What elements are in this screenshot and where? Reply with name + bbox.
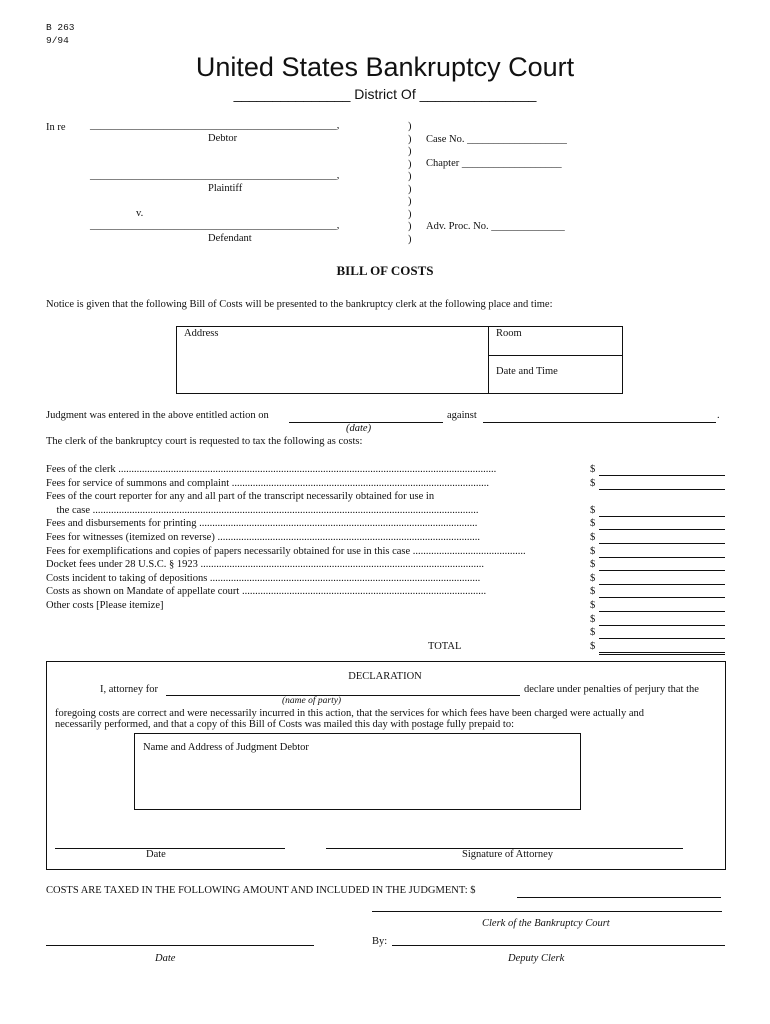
total-dollar: $ xyxy=(590,641,596,652)
defendant-line[interactable]: _______________________________________________, xyxy=(90,220,340,231)
bill-of-costs-title: BILL OF COSTS xyxy=(336,263,434,278)
declare-text: declare under penalties of perjury that the xyxy=(524,684,699,695)
fee-dollar-sign: $ xyxy=(590,572,596,584)
judgment-debtor-label: Name and Address of Judgment Debtor xyxy=(143,742,309,753)
footer-date-field[interactable] xyxy=(46,945,314,946)
declaration-date-label: Date xyxy=(146,849,166,860)
fee-row xyxy=(46,614,726,627)
tax-request-text: The clerk of the bankruptcy court is requested to tax the following as costs: xyxy=(46,436,363,447)
fee-label: Fees for service of summons and complaint .................................................................................................. xyxy=(46,477,489,489)
fee-label: the case ................................................................................................................................................... xyxy=(46,504,479,516)
fee-label: Costs incident to taking of depositions ....................................................................................................... xyxy=(46,572,481,584)
declaration-date-field[interactable] xyxy=(55,848,285,849)
fee-label: Fees of the court reporter for any and all part of the transcript necessarily obtained for use in xyxy=(46,491,435,503)
fee-dollar-sign: $ xyxy=(590,518,596,530)
notice-text: Notice is given that the following Bill of Costs will be presented to the bankruptcy clerk at the following place and time: xyxy=(46,299,553,310)
fee-row xyxy=(46,586,726,599)
debtor-line[interactable]: _______________________________________________, xyxy=(90,120,340,131)
place-box xyxy=(176,326,623,394)
district-label: District Of xyxy=(354,86,416,102)
fee-row xyxy=(46,546,726,559)
fee-dollar-sign: $ xyxy=(590,586,596,598)
fee-row xyxy=(46,464,726,477)
fee-label: Fees of the clerk ................................................................................................................................................ xyxy=(46,464,497,475)
fee-amount-field[interactable] xyxy=(599,638,725,639)
defendant-label: Defendant xyxy=(208,233,252,244)
attorney-for-label: I, attorney for xyxy=(100,684,159,695)
fee-label: Fees for exemplifications and copies of papers necessarily obtained for use in this case ........................................... xyxy=(46,545,526,557)
date-time-label[interactable]: Date and Time xyxy=(496,366,558,377)
fee-label: Docket fees under 28 U.S.C. § 1923 ............................................................................................................ xyxy=(46,559,485,571)
versus-label: v. xyxy=(136,208,144,219)
fee-label: Fees for witnesses (itemized on reverse) .................................................................................................... xyxy=(46,532,480,543)
judgment-period: . xyxy=(717,410,720,421)
revision-date: 9/94 xyxy=(46,35,69,46)
date-caption: (date) xyxy=(346,423,372,434)
form-number: B 263 xyxy=(46,22,75,33)
total-amount-field[interactable] xyxy=(599,652,725,653)
fee-dollar-sign: $ xyxy=(590,532,596,543)
fee-amount-field[interactable] xyxy=(599,597,725,598)
adv-proc-field[interactable]: Adv. Proc. No. ______________ xyxy=(426,221,565,232)
by-label: By: xyxy=(372,936,388,947)
fee-amount-field[interactable] xyxy=(599,543,725,544)
fee-label: Costs as shown on Mandate of appellate court ............................................................................................. xyxy=(46,586,487,598)
case-no-field[interactable]: Case No. ___________________ xyxy=(426,134,567,145)
fee-dollar-sign: $ xyxy=(590,613,596,625)
fee-dollar-sign: $ xyxy=(590,627,596,639)
declaration-heading: DECLARATION xyxy=(348,671,422,682)
fee-row xyxy=(46,573,726,586)
against-label: against xyxy=(447,410,477,421)
district-blank-after[interactable]: _______________ xyxy=(419,86,537,102)
fee-dollar-sign: $ xyxy=(590,600,596,611)
fee-row xyxy=(46,505,726,518)
fee-amount-field[interactable] xyxy=(599,570,725,571)
fee-label: Other costs [Please itemize] xyxy=(46,600,164,611)
fee-row xyxy=(46,627,726,640)
fee-dollar-sign: $ xyxy=(590,504,596,516)
district-blank[interactable]: _______________ xyxy=(233,86,351,102)
room-label[interactable]: Room xyxy=(496,328,522,339)
clerk-signature-field[interactable] xyxy=(372,911,722,912)
party-name-field[interactable] xyxy=(166,695,520,696)
fee-amount-field[interactable] xyxy=(599,611,725,612)
fee-row xyxy=(46,532,726,545)
against-party-field[interactable] xyxy=(483,422,716,423)
fee-dollar-sign: $ xyxy=(590,559,596,571)
deputy-clerk-label: Deputy Clerk xyxy=(508,953,565,964)
judgment-text: Judgment was entered in the above entitled action on xyxy=(46,410,269,421)
fee-dollar-sign: $ xyxy=(590,477,596,489)
declaration-body-line2: necessarily performed, and that a copy of this Bill of Costs was mailed this day with postage fully prepaid to: xyxy=(55,719,514,730)
court-title: United States Bankruptcy Court xyxy=(195,52,575,82)
address-label[interactable]: Address xyxy=(184,328,219,339)
fee-dollar-sign: $ xyxy=(590,464,596,475)
fee-amount-field[interactable] xyxy=(599,516,725,517)
fee-amount-field[interactable] xyxy=(599,584,725,585)
declaration-body-line1: foregoing costs are correct and were necessarily incurred in this action, that the services for which fees have been charged were actually and xyxy=(55,708,645,719)
fee-amount-field[interactable] xyxy=(599,625,725,626)
fee-row xyxy=(46,518,726,531)
name-of-party-caption: (name of party) xyxy=(282,696,342,706)
in-re-label: In re xyxy=(46,122,66,133)
fee-row xyxy=(46,491,726,504)
costs-taxed-text: COSTS ARE TAXED IN THE FOLLOWING AMOUNT AND INCLUDED IN THE JUDGMENT: $ xyxy=(46,885,476,896)
plaintiff-line[interactable]: _______________________________________________, xyxy=(90,170,340,181)
fee-amount-field[interactable] xyxy=(599,475,725,476)
fee-amount-field[interactable] xyxy=(599,489,725,490)
total-double-rule xyxy=(599,654,725,655)
fee-row xyxy=(46,478,726,491)
place-box-divider xyxy=(488,326,489,394)
fee-row xyxy=(46,600,726,613)
fee-dollar-sign: $ xyxy=(590,545,596,557)
footer-date-label: Date xyxy=(155,953,176,964)
fee-row xyxy=(46,559,726,572)
caption-divider: ) ) ) ) ) ) ) ) ) ) xyxy=(408,121,412,245)
debtor-label: Debtor xyxy=(208,133,238,144)
fee-label: Fees and disbursements for printing .......................................................................................................... xyxy=(46,518,478,530)
signature-label: Signature of Attorney xyxy=(462,849,553,860)
deputy-signature-field[interactable] xyxy=(392,945,725,946)
room-divider xyxy=(488,355,623,356)
costs-taxed-amount-field[interactable] xyxy=(517,897,721,898)
clerk-label: Clerk of the Bankruptcy Court xyxy=(482,918,610,929)
fee-amount-field[interactable] xyxy=(599,529,725,530)
total-label: TOTAL xyxy=(428,641,462,652)
chapter-field[interactable]: Chapter ___________________ xyxy=(426,158,562,169)
plaintiff-label: Plaintiff xyxy=(208,183,243,194)
district-line xyxy=(0,86,770,102)
fee-amount-field[interactable] xyxy=(599,557,725,558)
